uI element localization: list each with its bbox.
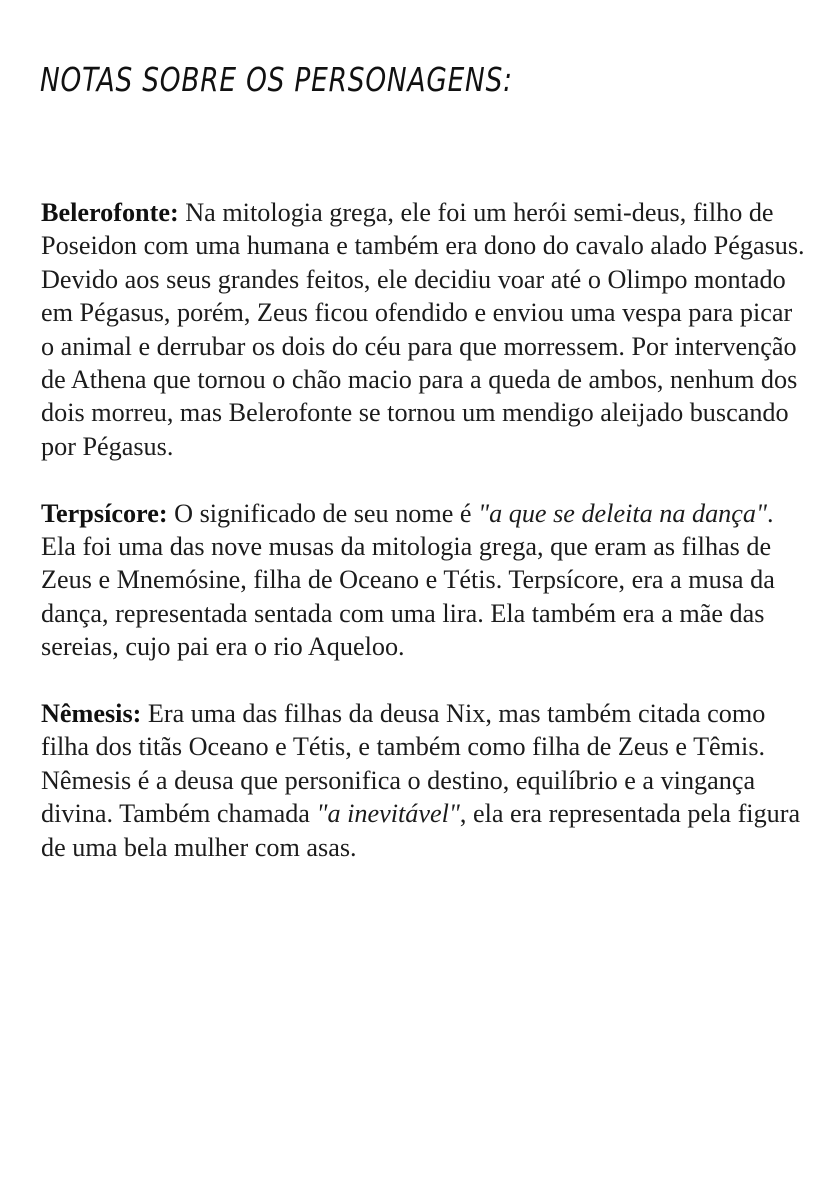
page-title: NOTAS SOBRE OS PERSONAGENS: — [40, 60, 513, 99]
note-text: , ela era representada pela figura de uma bela mulher com asas. — [41, 799, 801, 862]
note-quote: "a inevitável" — [316, 799, 460, 829]
note-text: . Ela foi uma das nove musas da mitologia grega, que eram as filhas de Zeus e Mnemósine, filha de Oceano e Tétis. Terpsícore, era a musa da dança, representada sentada com uma lira. Ela também era a mãe das sereias, cujo pai era o rio Aqueloo. — [41, 498, 775, 662]
note-terpsicore — [41, 497, 806, 664]
note-quote: "a que se deleita na dança" — [478, 498, 767, 528]
note-term: Terpsícore: — [41, 498, 168, 528]
note-text: O significado de seu nome é — [167, 498, 479, 528]
note-term: Belerofonte: — [41, 198, 179, 227]
character-notes — [41, 196, 806, 897]
note-belerofonte — [41, 196, 806, 463]
note-text: Na mitologia grega, ele foi um herói semi-deus, filho de Poseidon com uma humana e também era dono do cavalo alado Pégasus. Devido aos seus grandes feitos, ele decidiu voar até o Olimpo montado em Pégasus, porém, Zeus ficou ofendido e enviou uma vespa para picar o animal e derrubar os dois do céu para que morressem. Por intervenção de Athena que tornou o chão macio para a queda de ambos, nenhum dos dois morreu, mas Belerofonte se tornou um mendigo aleijado buscando por Pégasus. — [41, 198, 805, 461]
note-nemesis — [41, 697, 806, 864]
note-term: Nêmesis: — [41, 699, 142, 729]
note-text: Era uma das filhas da deusa Nix, mas também citada como filha dos titãs Oceano e Tétis, e também como filha de Zeus e Têmis. Nêmesis é a deusa que personifica o destino, equilíbrio e a vingança divina. Também chamada — [41, 699, 766, 829]
